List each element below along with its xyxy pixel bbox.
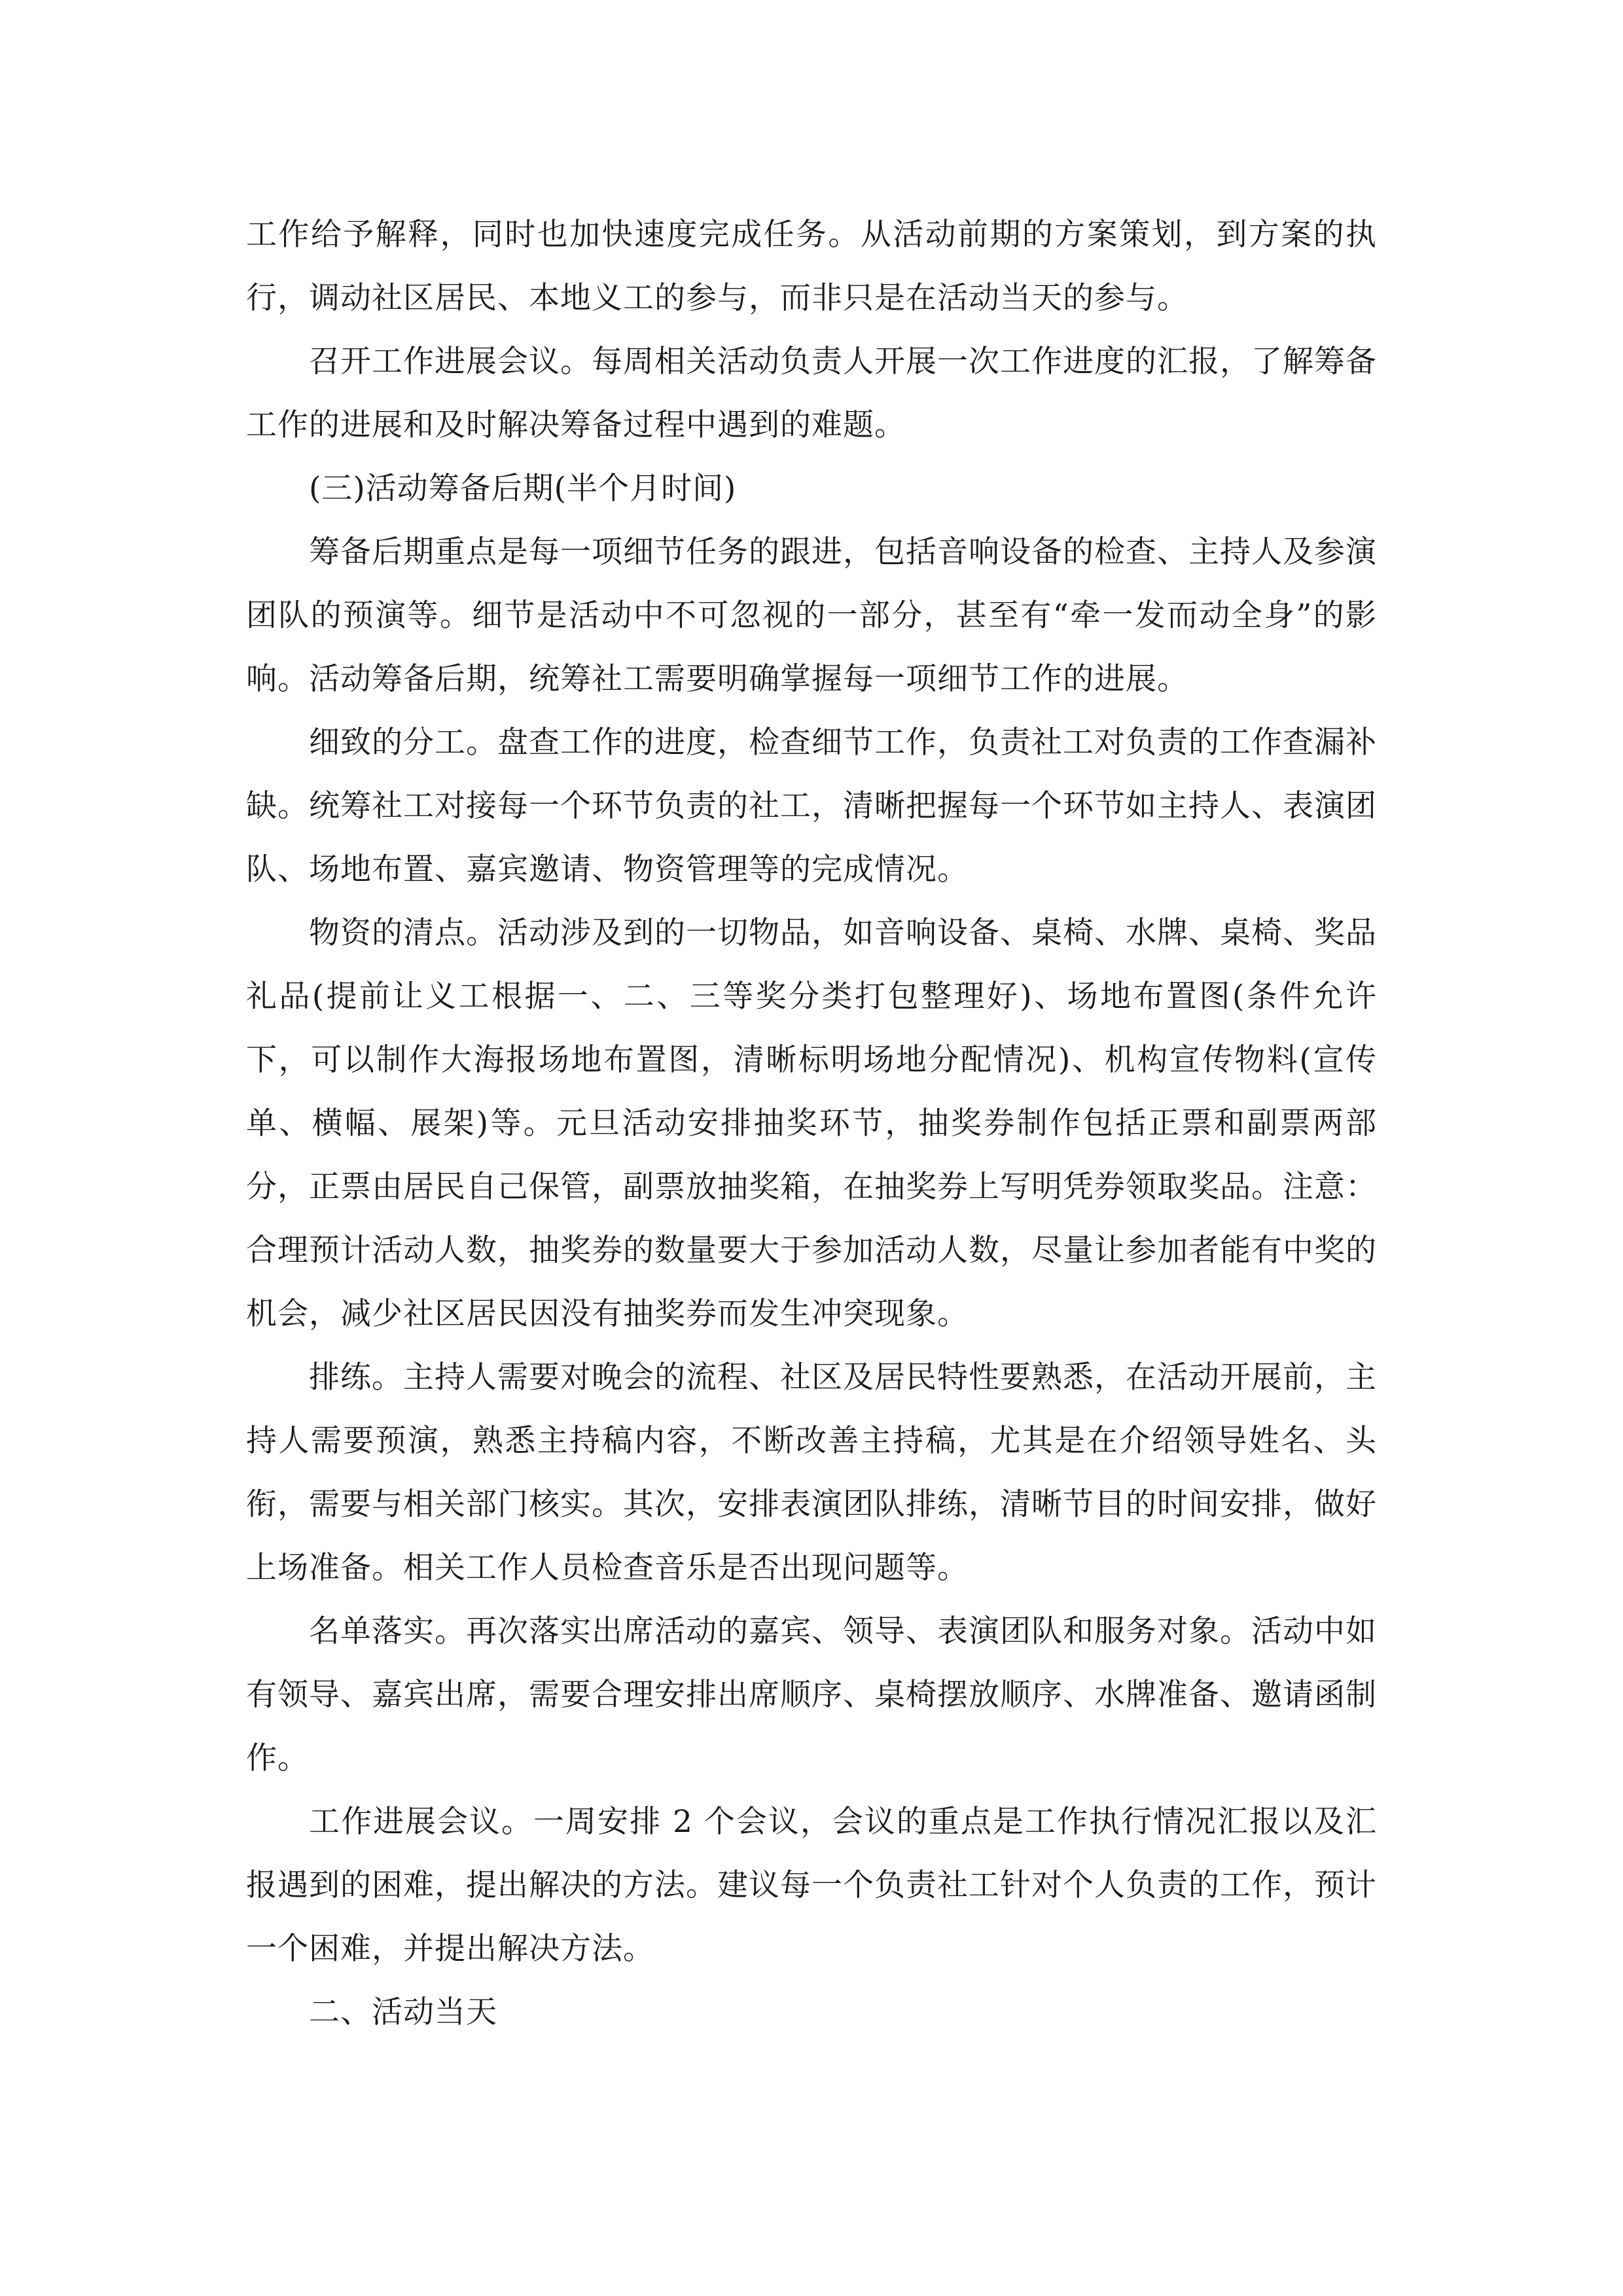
paragraph-progress-meeting: 召开工作进展会议。每周相关活动负责人开展一次工作进度的汇报，了解筹备工作的进展和及时解决筹备过程中遇到的难题。 (246, 344, 1377, 443)
paragraph-materials-inventory: 物资的清点。活动涉及到的一切物品，如音响设备、桌椅、水牌、桌椅、奖品礼品(提前让义工根据一、二、三等奖分类打包整理好)、场地布置图(条件允许下，可以制作大海报场地布置图，清晰标明场地分配情况)、机构宣传物料(宣传单、横幅、展架)等。元旦活动安排抽奖环节，抽奖券制作包括正票和副票两部分，正票由居民自己保管，副票放抽奖箱，在抽奖券上写明凭券领取奖品。注意：合理预计活动人数，抽奖券的数量要大于参加活动人数，尽量让参加者能有中奖的机会，减少社区居民因没有抽奖券而发生冲突现象。 (246, 915, 1377, 1332)
section-heading-late-preparation: (三)活动筹备后期(半个月时间) (309, 471, 737, 507)
section-heading-event-day: 二、活动当天 (309, 1994, 497, 2030)
paragraph-division-of-labor: 细致的分工。盘查工作的进度，检查细节工作，负责社工对负责的工作查漏补缺。统筹社工对接每一个环节负责的社工，清晰把握每一个环节如主持人、表演团队、场地布置、嘉宾邀请、物资管理等的完成情况。 (246, 725, 1377, 888)
paragraph-rehearsal: 排练。主持人需要对晚会的流程、社区及居民特性要熟悉，在活动开展前，主持人需要预演，熟悉主持稿内容，不断改善主持稿，尤其是在介绍领导姓名、头衔，需要与相关部门核实。其次，安排表演团队排练，清晰节目的时间安排，做好上场准备。相关工作人员检查音乐是否出现问题等。 (246, 1359, 1377, 1586)
paragraph-name-list: 名单落实。再次落实出席活动的嘉宾、领导、表演团队和服务对象。活动中如有领导、嘉宾出席，需要合理安排出席顺序、桌椅摆放顺序、水牌准备、邀请函制作。 (246, 1613, 1377, 1776)
paragraph-late-preparation-focus: 筹备后期重点是每一项细节任务的跟进，包括音响设备的检查、主持人及参演团队的预演等。细节是活动中不可忽视的一部分，甚至有“牵一发而动全身”的影响。活动筹备后期，统筹社工需要明确掌握每一项细节工作的进展。 (246, 534, 1377, 697)
paragraph-continuation: 工作给予解释，同时也加快速度完成任务。从活动前期的方案策划，到方案的执行，调动社区居民、本地义工的参与，而非只是在活动当天的参与。 (246, 217, 1377, 316)
paragraph-work-meeting: 工作进展会议。一周安排 2 个会议，会议的重点是工作执行情况汇报以及汇报遇到的困难，提出解决的方法。建议每一个负责社工针对个人负责的工作，预计一个困难，并提出解决方法。 (246, 1804, 1377, 1967)
document-body (246, 203, 1377, 2044)
